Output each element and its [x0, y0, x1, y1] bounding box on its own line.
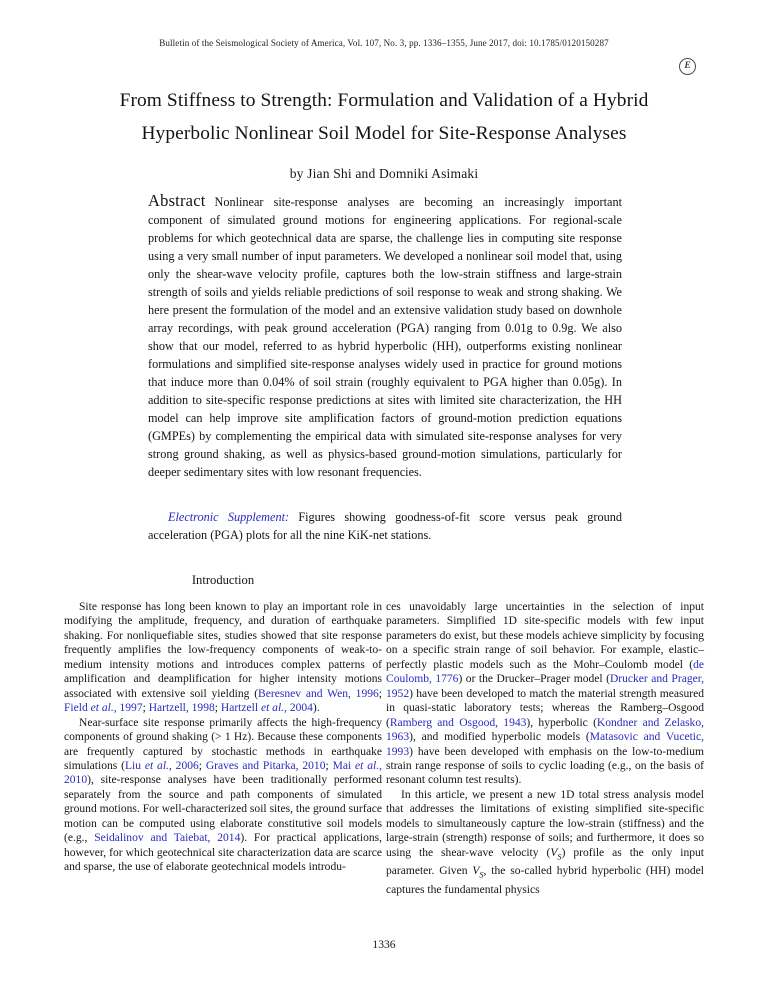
- citation-link[interactable]: Mai: [332, 759, 356, 772]
- abstract-text: Nonlinear site-response analyses are becoming an increasingly important component of simulated ground motions for engineering applications. For regional-scale problems for which geotechnical data are sparse, the challenge lies in computing site response using a very small number of input parameters. We developed a nonlinear soil model that, using only the shear-wave velocity profile, captures both the low-strain stiffness and large-strain strength of soils and yields reliable predictions of soil response to weak and strong shaking. We here present the formulation of the model and an extensive validation study based on downhole array recordings, with peak ground acceleration (PGA) ranging from 0.01g to 0.9g. We also show that our model, referred to as hybrid hyperbolic (HH), outperforms existing nonlinear formulations and simplified site-response analyses widely used in practice for ground motions that induce more than 0.04% of soil strain (roughly equivalent to PGA higher than 0.05g). In addition to site-specific response predictions at sites with limited site characterization, the HH model can help improve site amplification factors of ground-motion prediction equations (GMPEs) by complementing the empirical data with simulated site-response analyses for very strong ground shaking, as well as physics-based ground-motion simulations, particularly for deeper sedimentary sites with low resonant frequencies.: [148, 195, 622, 479]
- paragraph: [64, 716, 382, 875]
- electronic-supplement-section: [148, 508, 622, 544]
- citation-separator: ;: [142, 702, 149, 715]
- paragraph-text: In this article, we present a new 1D total stress analysis model that addresses the limitations of existing simplified site-specific models to simultaneously capture the low-strain (stiffness) and the large-strain (strength) response of soils; and furthermore, it does so using the shear-wave velocity (: [386, 788, 704, 859]
- citation-etal[interactable]: et al.: [355, 759, 380, 772]
- citation-etal[interactable]: et al.: [260, 702, 285, 715]
- paragraph-text: ). For practical applications, however, for which geotechnical site characterization data are scarce and sparse, the use of elaborate geotechnical models introdu-: [64, 832, 383, 874]
- body-column-left: [64, 600, 382, 875]
- citation-link[interactable]: Drucker and Prager, 1952: [386, 673, 704, 700]
- section-heading-introduction: Introduction: [191, 573, 255, 587]
- paragraph: [386, 788, 704, 898]
- citation-link[interactable]: Field: [64, 702, 91, 715]
- citation-link[interactable]: Seidalinov and Taiebat, 2014: [94, 832, 241, 845]
- citation-link[interactable]: Beresnev and Wen, 1996: [258, 687, 379, 700]
- citation-year[interactable]: , 2010: [64, 759, 382, 787]
- paragraph-text: Near-surface site response primarily affects the high-frequency components of ground shaking (> 1 Hz). Because these components are frequently captured by stochastic methods in earthquake simulations (: [64, 716, 382, 772]
- paragraph-text: ) profile as the only input parameter. Given: [386, 846, 704, 878]
- citation-year[interactable]: , 2006: [168, 759, 199, 772]
- variable-vs: $V_S$: [550, 846, 562, 861]
- title-block: [70, 84, 698, 182]
- paragraph-text: Site response has long been known to play an important role in modifying the amplitude, frequency, and duration of earthquake shaking. For nonliquefiable sites, studies showed that site response frequently amplifies the low-frequency components of weak-to-medium intensity motions and introduces complex patterns of amplification and deamplification for higher intensity motions associated with extensive soil yielding (: [64, 601, 382, 700]
- citation-link[interactable]: Matasovic and Vucetic, 1993: [386, 731, 704, 758]
- citation-link[interactable]: Ramberg and Osgood, 1943: [389, 716, 527, 729]
- citation-link[interactable]: de Coulomb, 1776: [386, 658, 704, 686]
- title-line-1: From Stiffness to Strength: Formulation and Validation of a Hybrid: [119, 90, 649, 111]
- citation-link[interactable]: Hartzell: [220, 702, 261, 715]
- citation-link[interactable]: Graves and Pitarka, 2010: [205, 759, 326, 772]
- body-column-right: [386, 600, 704, 898]
- page-folio-number: 1336: [372, 938, 396, 951]
- paragraph-text: ), hyperbolic (: [526, 716, 597, 729]
- citation-year[interactable]: , 1997: [113, 702, 143, 715]
- citation-link[interactable]: Hartzell, 1998: [148, 702, 215, 715]
- title-line-2: Hyperbolic Nonlinear Soil Model for Site-Response Analyses: [141, 123, 627, 144]
- citation-separator: ;: [214, 702, 221, 715]
- electronic-supplement-label[interactable]: Electronic Supplement:: [168, 510, 290, 524]
- paragraph-text: ), site-response analyses have been traditionally performed separately from the source and path components of simulated ground motions. For well-characterized soil sites, the ground surface motion can be computed using elaborate constitutive soil models (e.g.,: [64, 774, 382, 845]
- citation-separator: ;: [378, 687, 382, 700]
- running-head: Bulletin of the Seismological Society of America, Vol. 107, No. 3, pp. 1336–1355, June 2017, doi: 10.1785/0120150287: [159, 38, 609, 48]
- paragraph: [64, 600, 382, 716]
- paragraph-text: , the so-called hybrid hyperbolic (HH) model captures the fundamental physics: [386, 865, 704, 897]
- citation-separator: ;: [198, 759, 206, 772]
- paragraph-text: ).: [312, 702, 320, 715]
- citation-separator: ;: [325, 759, 333, 772]
- citation-etal[interactable]: et al.: [90, 702, 114, 715]
- paragraph-text: ) have been developed with emphasis on the low-to-medium strain range response of soils to cyclic loading (e.g., on the basis of resonant column test results).: [386, 745, 704, 787]
- citation-year[interactable]: , 2004: [284, 702, 313, 715]
- electronic-supplement-badge-icon[interactable]: E: [679, 58, 696, 75]
- citation-etal[interactable]: et al.: [144, 759, 169, 772]
- paragraph: [386, 600, 704, 788]
- abstract-section: [148, 192, 622, 481]
- author-byline: by Jian Shi and Domniki Asimaki: [289, 166, 479, 181]
- paragraph-text: ) or the Drucker–Prager model (: [458, 673, 610, 686]
- paragraph-text: ) have been developed to match the material strength measured in quasi-static laboratory tests; whereas the Ramberg–Osgood (: [386, 687, 704, 729]
- page-title: [70, 84, 698, 150]
- paragraph-text: ces unavoidably large uncertainties in the selection of input parameters. Simplified 1D site-specific models with few input parameters do exist, but these models achieve simplicity by focusing on a specific strain range of soil behavior. For example, elastic–perfectly plastic models such as the Mohr–Coulomb model (: [386, 601, 704, 671]
- variable-vs: $V_S$: [472, 865, 484, 880]
- paragraph-text: ), and modified hyperbolic models (: [409, 731, 590, 744]
- abstract-label: Abstract: [148, 191, 206, 210]
- electronic-supplement-text: Figures showing goodness-of-fit score versus peak ground acceleration (PGA) plots for all the nine KiK-net stations.: [148, 510, 622, 542]
- citation-link[interactable]: Kondner and Zelasko, 1963: [386, 716, 704, 744]
- citation-link[interactable]: Liu: [124, 759, 145, 772]
